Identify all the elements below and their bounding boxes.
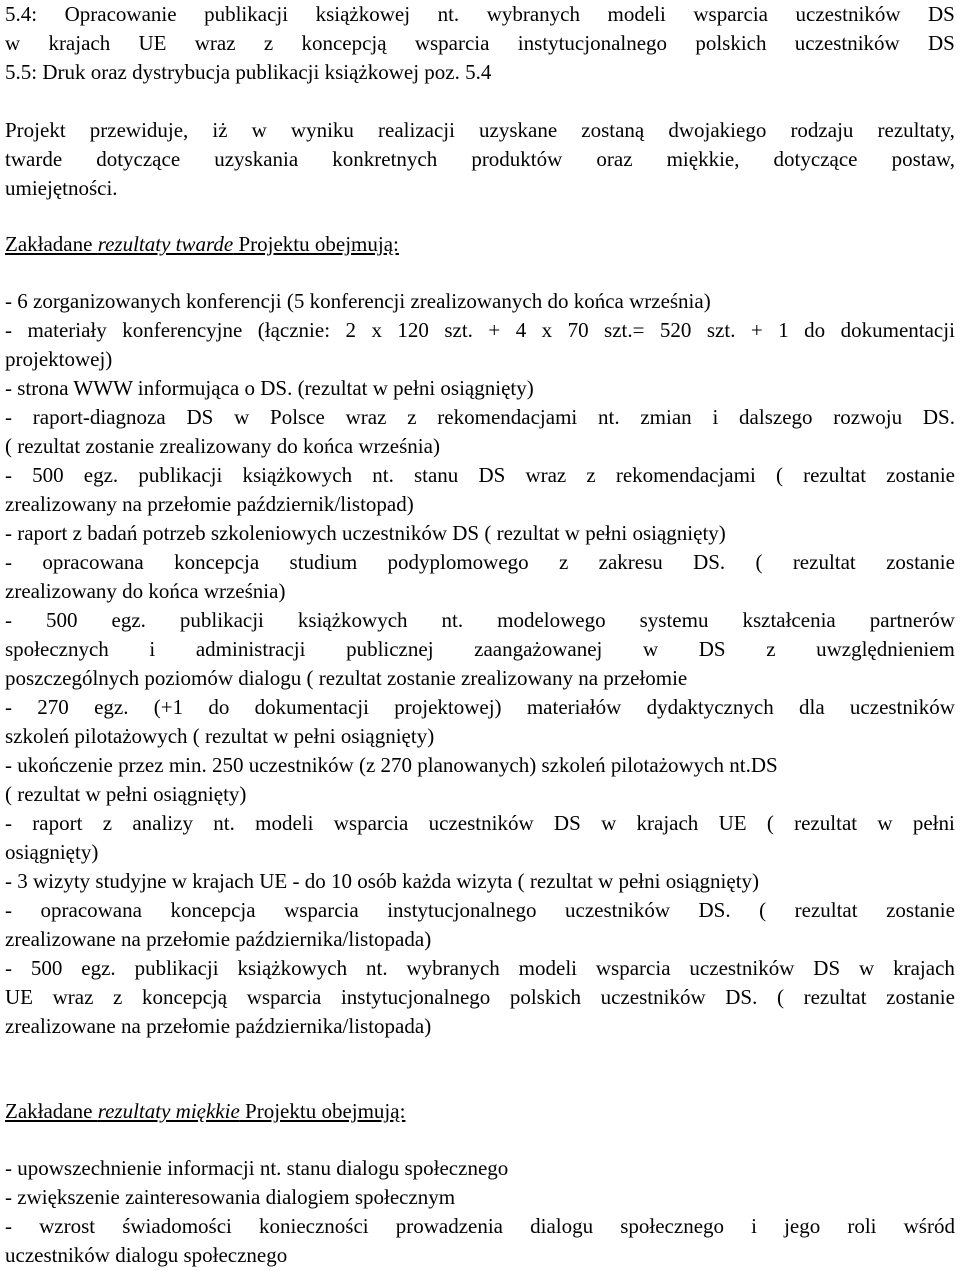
heading-suffix: Projektu obejmują: — [233, 232, 399, 256]
hard-result-line: - opracowana koncepcja studium podyplomowego z zakresu DS. ( rezultat zostanie — [5, 550, 955, 574]
intro-line: 5.4: Opracowanie publikacji książkowej nt. wybranych modeli wsparcia uczestników DS — [5, 2, 955, 26]
soft-results-heading — [5, 1097, 955, 1126]
hard-result-line: - 3 wizyty studyjne w krajach UE - do 10 osób każda wizyta ( rezultat w pełni osiągnięty) — [5, 869, 760, 893]
hard-result-line: - 6 zorganizowanych konferencji (5 konferencji zrealizowanych do końca września) — [5, 289, 711, 313]
heading-prefix: Zakładane — [5, 1099, 98, 1123]
hard-result-line: - opracowana koncepcja wsparcia instytucjonalnego uczestników DS. ( rezultat zostanie — [5, 898, 955, 922]
heading-prefix: Zakładane — [5, 232, 98, 256]
hard-result-line: poszczególnych poziomów dialogu ( rezultat zostanie zrealizowany na przełomie — [5, 666, 688, 690]
hard-result-line: szkoleń pilotażowych ( rezultat w pełni osiągnięty) — [5, 724, 435, 748]
heading-emphasis: rezultaty miękkie — [97, 1099, 240, 1123]
hard-result-line: zrealizowane na przełomie października/listopada) — [5, 1014, 432, 1038]
soft-result-line: uczestników dialogu społecznego — [5, 1243, 288, 1267]
hard-result-line: - raport-diagnoza DS w Polsce wraz z rekomendacjami nt. zmian i dalszego rozwoju DS. — [5, 405, 955, 429]
hard-result-line: zrealizowany do końca września) — [5, 579, 286, 603]
heading-emphasis: rezultaty twarde — [97, 232, 234, 256]
hard-result-line: osiągnięty) — [5, 840, 99, 864]
intro-line: w krajach UE wraz z koncepcją wsparcia instytucjonalnego polskich uczestników DS — [5, 31, 955, 55]
soft-result-line: - wzrost świadomości konieczności prowadzenia dialogu społecznego i jego roli wśród — [5, 1214, 955, 1238]
soft-result-line: - upowszechnienie informacji nt. stanu dialogu społecznego — [5, 1156, 509, 1180]
hard-results-heading — [5, 230, 955, 259]
hard-result-line: - raport z badań potrzeb szkoleniowych uczestników DS ( rezultat w pełni osiągnięty) — [5, 521, 726, 545]
hard-result-line: - 500 egz. publikacji książkowych nt. stanu DS wraz z rekomendacjami ( rezultat zostanie — [5, 463, 955, 487]
hard-result-line: społecznych i administracji publicznej zaangażowanej w DS z uwzględnieniem — [5, 637, 955, 661]
hard-result-line: - ukończenie przez min. 250 uczestników (z 270 planowanych) szkoleń pilotażowych nt.DS — [5, 753, 778, 777]
hard-result-line: ( rezultat w pełni osiągnięty) — [5, 782, 247, 806]
soft-result-line: - zwiększenie zainteresowania dialogiem społecznym — [5, 1185, 456, 1209]
hard-result-line: - strona WWW informująca o DS. (rezultat w pełni osiągnięty) — [5, 376, 534, 400]
hard-result-line: - 270 egz. (+1 do dokumentacji projektowej) materiałów dydaktycznych dla uczestników — [5, 695, 955, 719]
heading-suffix: Projektu obejmują: — [239, 1099, 406, 1123]
intro-line: 5.5: Druk oraz dystrybucja publikacji książkowej poz. 5.4 — [5, 60, 492, 84]
summary-line: Projekt przewiduje, iż w wyniku realizacji uzyskane zostaną dwojakiego rodzaju rezultaty, — [5, 118, 955, 142]
hard-result-line: - materiały konferencyjne (łącznie: 2 x 120 szt. + 4 x 70 szt.= 520 szt. + 1 do dokumentacji — [5, 318, 955, 342]
hard-result-line: - 500 egz. publikacji książkowych nt. modelowego systemu kształcenia partnerów — [5, 608, 955, 632]
hard-result-line: projektowej) — [5, 347, 113, 371]
hard-result-line: - raport z analizy nt. modeli wsparcia uczestników DS w krajach UE ( rezultat w pełni — [5, 811, 955, 835]
hard-result-line: ( rezultat zostanie zrealizowany do końca września) — [5, 434, 440, 458]
hard-result-line: - 500 egz. publikacji książkowych nt. wybranych modeli wsparcia uczestników DS w krajach — [5, 956, 955, 980]
hard-result-line: UE wraz z koncepcją wsparcia instytucjonalnego polskich uczestników DS. ( rezultat zostanie — [5, 985, 955, 1009]
summary-line: twarde dotyczące uzyskania konkretnych produktów oraz miękkie, dotyczące postaw, — [5, 147, 955, 171]
hard-result-line: zrealizowany na przełomie październik/listopad) — [5, 492, 414, 516]
summary-line: umiejętności. — [5, 176, 118, 200]
hard-result-line: zrealizowane na przełomie października/listopada) — [5, 927, 432, 951]
